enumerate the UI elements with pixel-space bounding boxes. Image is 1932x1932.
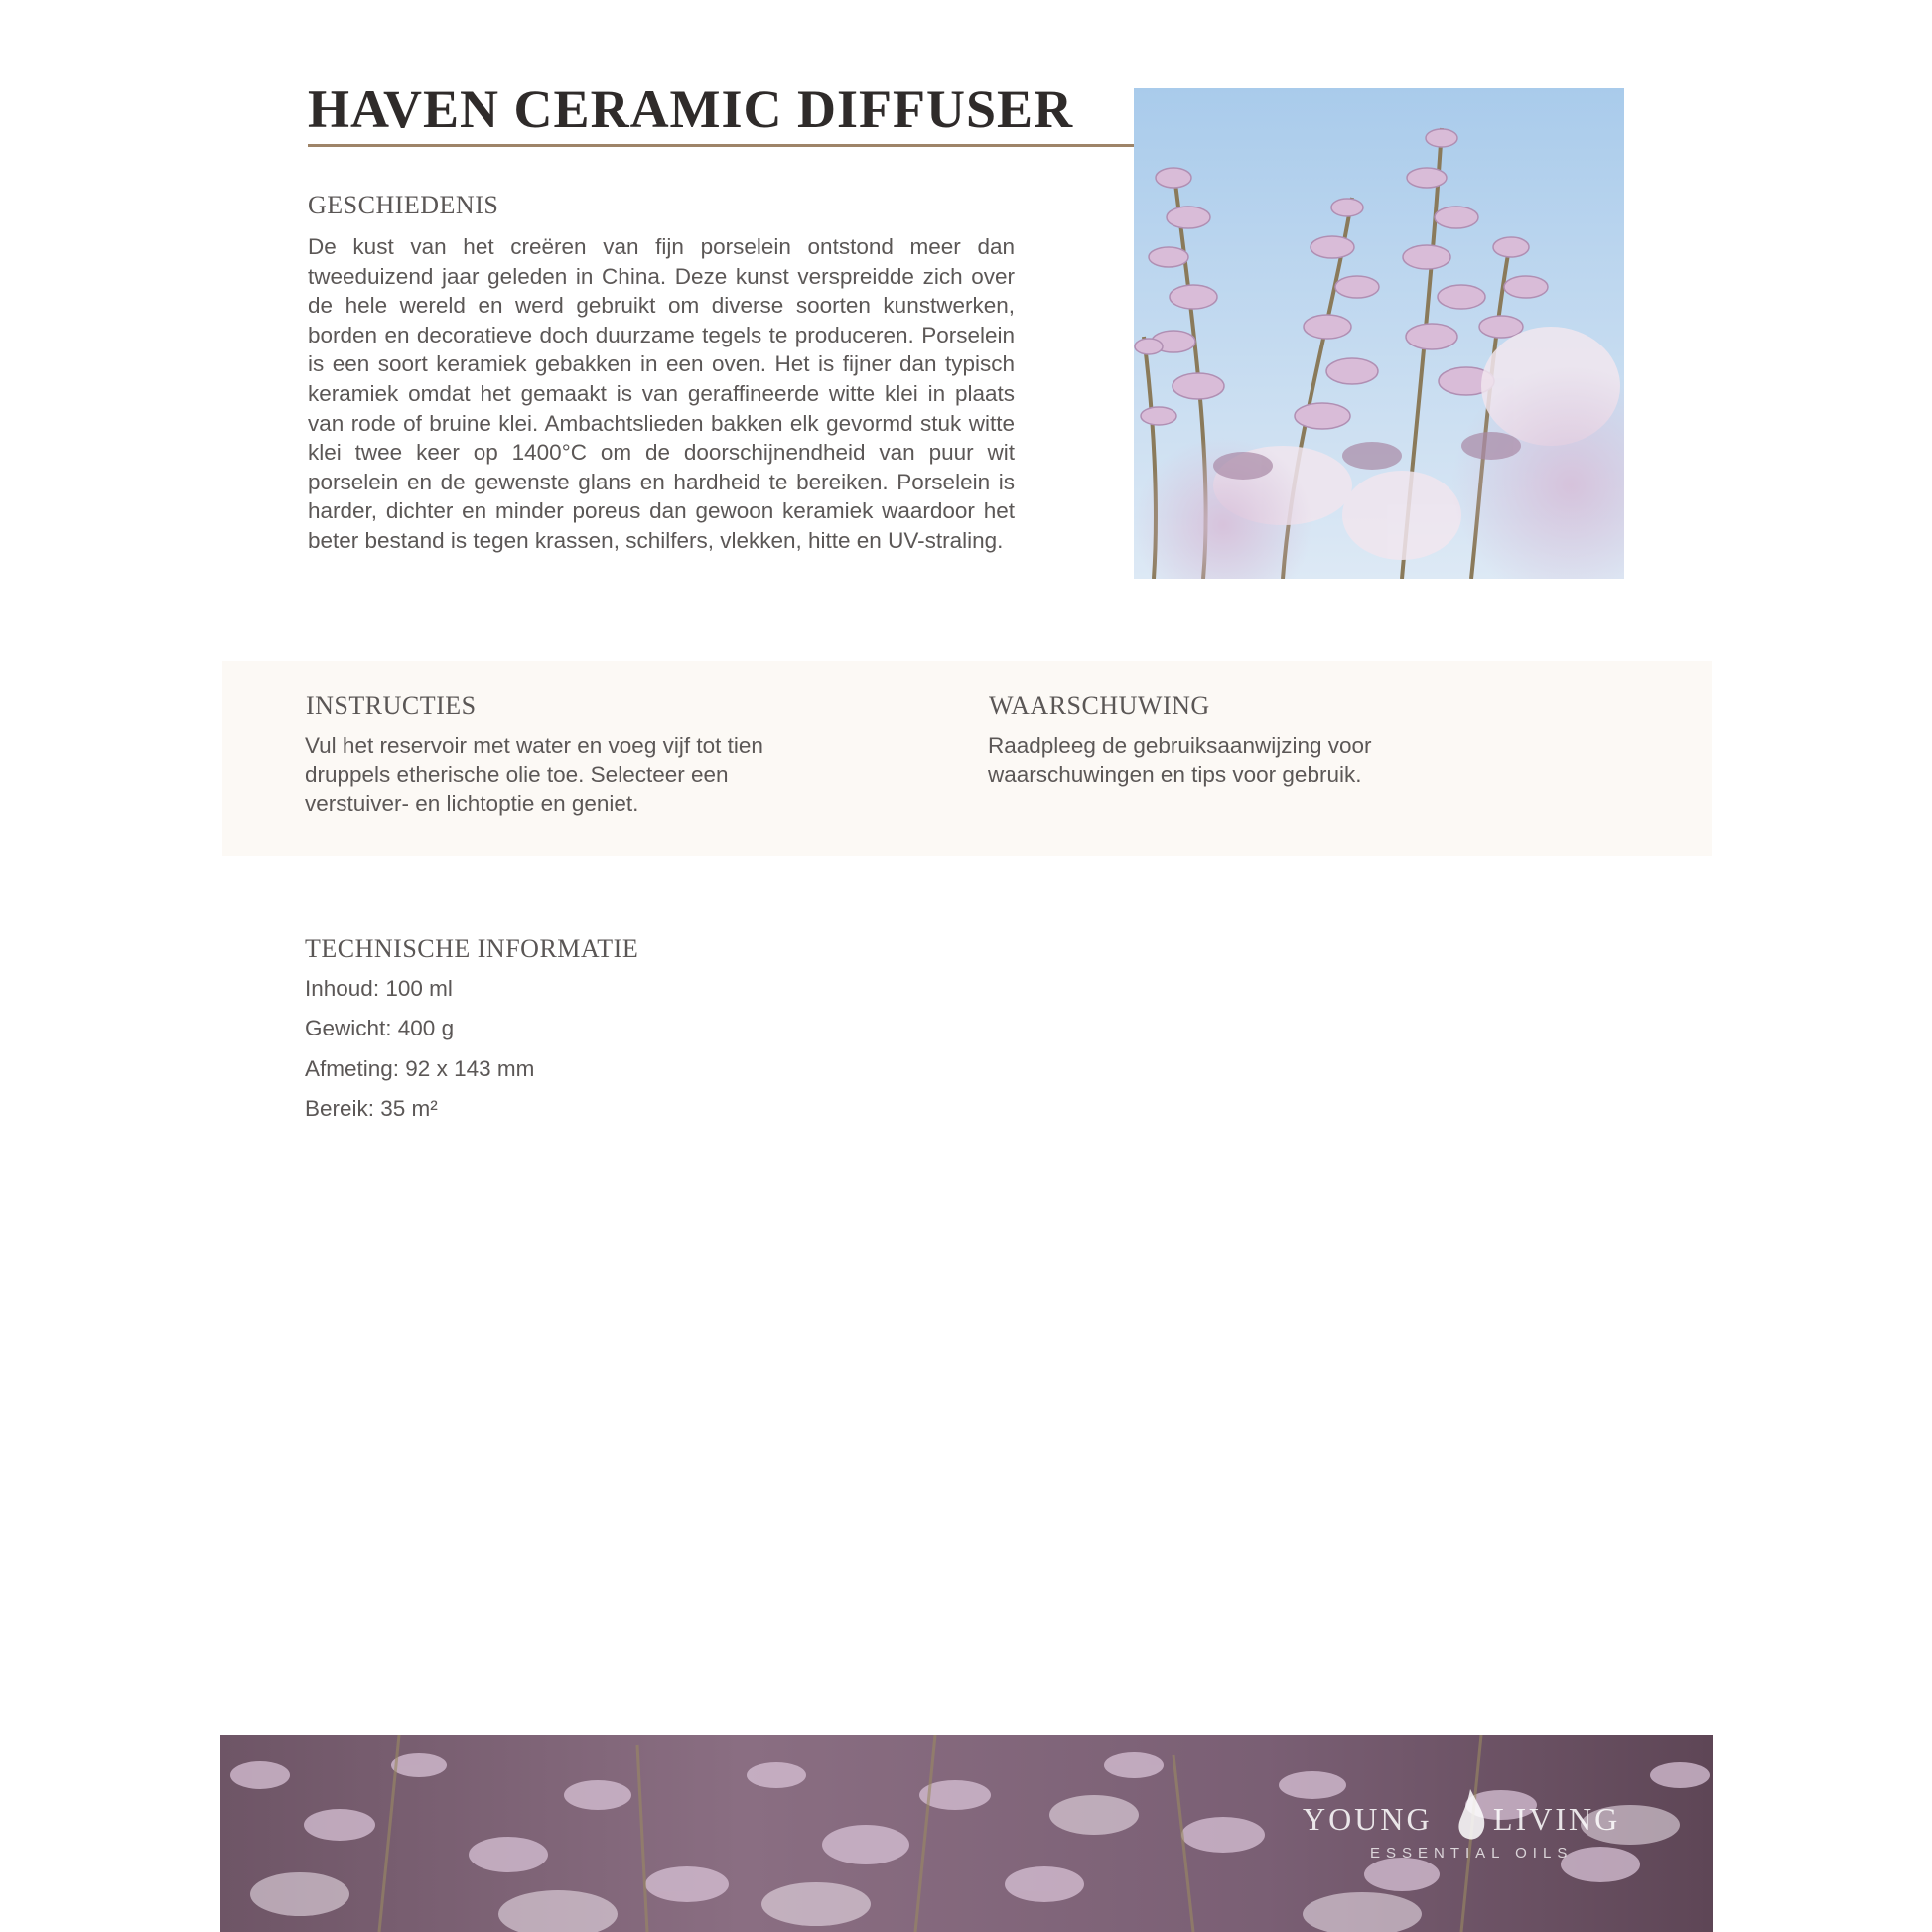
tech-spec-content: Inhoud: 100 ml xyxy=(305,976,453,1001)
tech-spec-dimensions: Afmeting: 92 x 143 mm xyxy=(305,1056,535,1081)
history-paragraph: De kust van het creëren van fijn porselein ontstond meer dan tweeduizend jaar geleden in China. Deze kunst verspreidde zich over de hele wereld en werd gebruikt om diverse soorten kunstwerken, borden en decoratieve doch duurzame tegels te produceren. Porselein is een soort keramiek gebakken in een oven. Het is fijner dan typisch keramiek omdat het gemaakt is van geraffineerde witte klei in plaats van rode of bruine klei. Ambachtslieden bakken elk gevormd stuk witte klei twee keer op 1400°C om de doorschijnendheid van puur wit porselein en de gewenste glans en hardheid te bereiken. Porselein is harder, dichter en minder poreus dan gewoon keramiek waardoor het beter bestand is tegen krassen, schilfers, vlekken, hitte en UV-straling. xyxy=(308,234,1015,553)
logo-word-living: LIVING xyxy=(1493,1801,1621,1837)
clary-sage-flowers-photo xyxy=(1134,88,1624,579)
tech-spec-range: Bereik: 35 m² xyxy=(305,1096,438,1121)
young-living-logo xyxy=(1301,1797,1628,1876)
instructions-paragraph: Vul het reservoir met water en voeg vijf tot tien druppels etherische olie toe. Selecteer een verstuiver- en lichtoptie en geniet. xyxy=(305,733,763,817)
warning-heading: WAARSCHUWING xyxy=(989,691,1210,720)
title-divider xyxy=(308,144,1136,147)
tech-spec-weight: Gewicht: 400 g xyxy=(305,1016,455,1040)
page-title: HAVEN CERAMIC DIFFUSER xyxy=(308,79,1074,139)
history-heading: GESCHIEDENIS xyxy=(308,191,499,219)
warning-paragraph: Raadpleeg de gebruiksaanwijzing voor waarschuwingen en tips voor gebruik. xyxy=(988,733,1372,787)
technical-heading: TECHNISCHE INFORMATIE xyxy=(305,934,639,963)
instructions-heading: INSTRUCTIES xyxy=(306,691,477,720)
logo-subtitle: ESSENTIAL OILS xyxy=(1370,1845,1574,1862)
leaf-drop-icon xyxy=(1450,1787,1490,1843)
logo-word-young: YOUNG xyxy=(1303,1801,1433,1837)
